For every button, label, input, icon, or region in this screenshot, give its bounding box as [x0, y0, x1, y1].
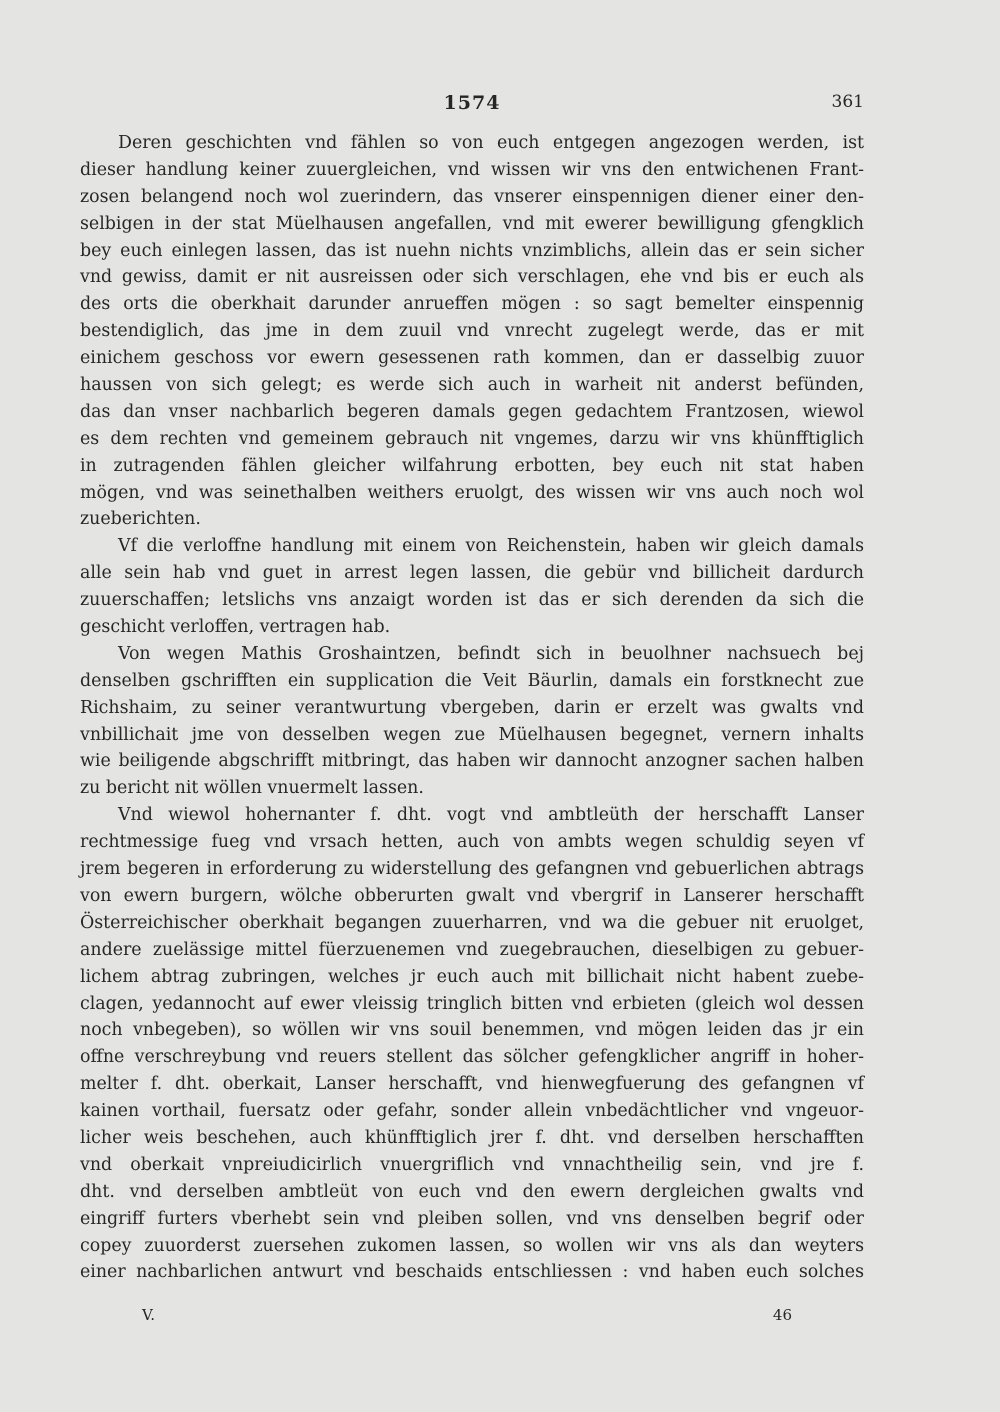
text-line: noch vnbegeben), so wöllen wir vns souil benemmen, vnd mögen leiden das jr ein	[80, 1020, 864, 1041]
text-line: zuuerschaffen; letslichs vns anzaigt worden ist das er sich derenden da sich die	[80, 590, 864, 611]
text-line: copey zuuorderst zuersehen zukomen lassen, so wollen wir vns als dan weyters	[80, 1235, 864, 1256]
text-line: zueberichten.	[80, 509, 201, 530]
text-line: geschicht verloffen, vertragen hab.	[80, 617, 391, 638]
text-line: andere zuelässige mittel füerzuenemen vnd zuegebrauchen, dieselbigen zu gebuer-	[80, 939, 864, 960]
text-line: von ewern burgern, wölche obberurten gwalt vnd vbergrif in Lanserer herschafft	[80, 885, 864, 906]
text-line: clagen, yedannocht auf ewer vleissig tringlich bitten vnd erbieten (gleich wol dessen	[80, 993, 864, 1014]
text-line: Deren geschichten vnd fählen so von euch entgegen angezogen werden, ist	[118, 133, 864, 153]
text-line: in zutragenden fählen gleicher wilfahrung erbotten, bey euch nit stat haben	[80, 455, 864, 476]
text-line: alle sein hab vnd guet in arrest legen lassen, die gebür vnd billicheit dardurch	[80, 563, 864, 584]
text-line: denselben gschrifften ein supplication die Veit Bäurlin, damals ein forstknecht zue	[80, 670, 864, 691]
text-line: licher weis beschehen, auch khünfftiglich jrer f. dht. vnd derselben herschafften	[80, 1127, 864, 1148]
body-text	[80, 130, 864, 1286]
text-line: eingriff furters vberhebt sein vnd pleiben sollen, vnd vns denselben begrif oder	[80, 1208, 864, 1229]
text-line: selbigen in der stat Müelhausen angefallen, vnd mit ewerer bewilligung gfengklich	[80, 213, 864, 234]
text-line: dieser handlung keiner zuuergleichen, vnd wissen wir vns den entwichenen Frant-	[80, 159, 864, 180]
text-line: bey euch einlegen lassen, das ist nuehn nichts vnzimblichs, allein das er sein sicher	[80, 240, 864, 261]
text-line: offne verschreybung vnd reuers stellent das sölcher gefengklicher angriff in hoher-	[80, 1047, 864, 1068]
text-line: Vf die verloffne handlung mit einem von Reichenstein, haben wir gleich damals	[118, 536, 864, 557]
sheet-number: 46	[772, 1306, 792, 1324]
text-line: melter f. dht. oberkait, Lanser herschafft, vnd hienwegfuerung des gefangnen vf	[80, 1074, 864, 1095]
text-line: jrem begeren in erforderung zu widerstellung des gefangnen vnd gebuerlichen abtrags	[80, 859, 864, 880]
text-line: einer nachbarlichen antwurt vnd beschaids entschliessen : vnd haben euch solches	[80, 1262, 864, 1283]
text-line: wie beiligende abgschrifft mitbringt, das haben wir dannocht anzogner sachen halben	[80, 751, 864, 772]
page-number: 361	[831, 92, 864, 112]
text-line: dht. vnd derselben ambtleüt von euch vnd den ewern dergleichen gwalts vnd	[80, 1181, 864, 1202]
text-line: einichem geschoss vor ewern gesessenen rath kommen, dan er dasselbig zuuor	[80, 348, 864, 369]
text-line: haussen von sich gelegt; es werde sich auch in warheit nit anderst befünden,	[80, 375, 864, 396]
text-line: zosen belangend noch wol zuerindern, das vnserer einspennigen diener einer den-	[80, 186, 864, 207]
text-line: das dan vnser nachbarlich begeren damals gegen gedachtem Frantzosen, wiewol	[80, 401, 864, 422]
text-line: vnbillichait jme von desselben wegen zue Müelhausen begegnet, vernern inhalts	[80, 724, 864, 745]
text-line: vnd oberkait vnpreiudicirlich vnuergriflich vnd vnnachtheilig sein, vnd jre f.	[80, 1154, 864, 1175]
page-header	[80, 92, 864, 122]
text-line: bestendiglich, das jme in dem zuuil vnd vnrecht zugelegt werde, das er mit	[80, 321, 864, 342]
text-line: Österreichischer oberkhait begangen zuuerharren, vnd wa die gebuer nit eruolget,	[80, 912, 864, 933]
signature-mark: V.	[142, 1306, 155, 1324]
text-line: Richshaim, zu seiner verantwurtung vbergeben, darin er erzelt was gwalts vnd	[80, 697, 864, 718]
page-footer	[80, 1306, 864, 1330]
text-line: rechtmessige fueg vnd vrsach hetten, auch von ambts wegen schuldig seyen vf	[80, 832, 864, 853]
text-line: vnd gewiss, damit er nit ausreissen oder sich verschlagen, ehe vnd bis er euch als	[80, 267, 864, 288]
text-line: zu bericht nit wöllen vnuermelt lassen.	[80, 778, 424, 799]
text-line: mögen, vnd was seinethalben weithers eruolgt, des wissen wir vns auch noch wol	[80, 482, 864, 503]
text-line: lichem abtrag zubringen, welches jr euch auch mit billichait nicht habent zuebe-	[80, 966, 864, 987]
header-year: 1574	[443, 92, 501, 114]
text-line: Vnd wiewol hohernanter f. dht. vogt vnd ambtleüth der herschafft Lanser	[118, 805, 864, 826]
text-line: des orts die oberkhait darunder anrueffen mögen : so sagt bemelter einspennig	[80, 294, 864, 315]
text-line: kainen vorthail, fuersatz oder gefahr, sonder allein vnbedächtlicher vnd vngeuor-	[80, 1101, 864, 1122]
text-line: Von wegen Mathis Groshaintzen, befindt sich in beuolhner nachsuech bej	[118, 643, 864, 664]
text-line: es dem rechten vnd gemeinem gebrauch nit vngemes, darzu wir vns khünfftiglich	[80, 428, 864, 449]
